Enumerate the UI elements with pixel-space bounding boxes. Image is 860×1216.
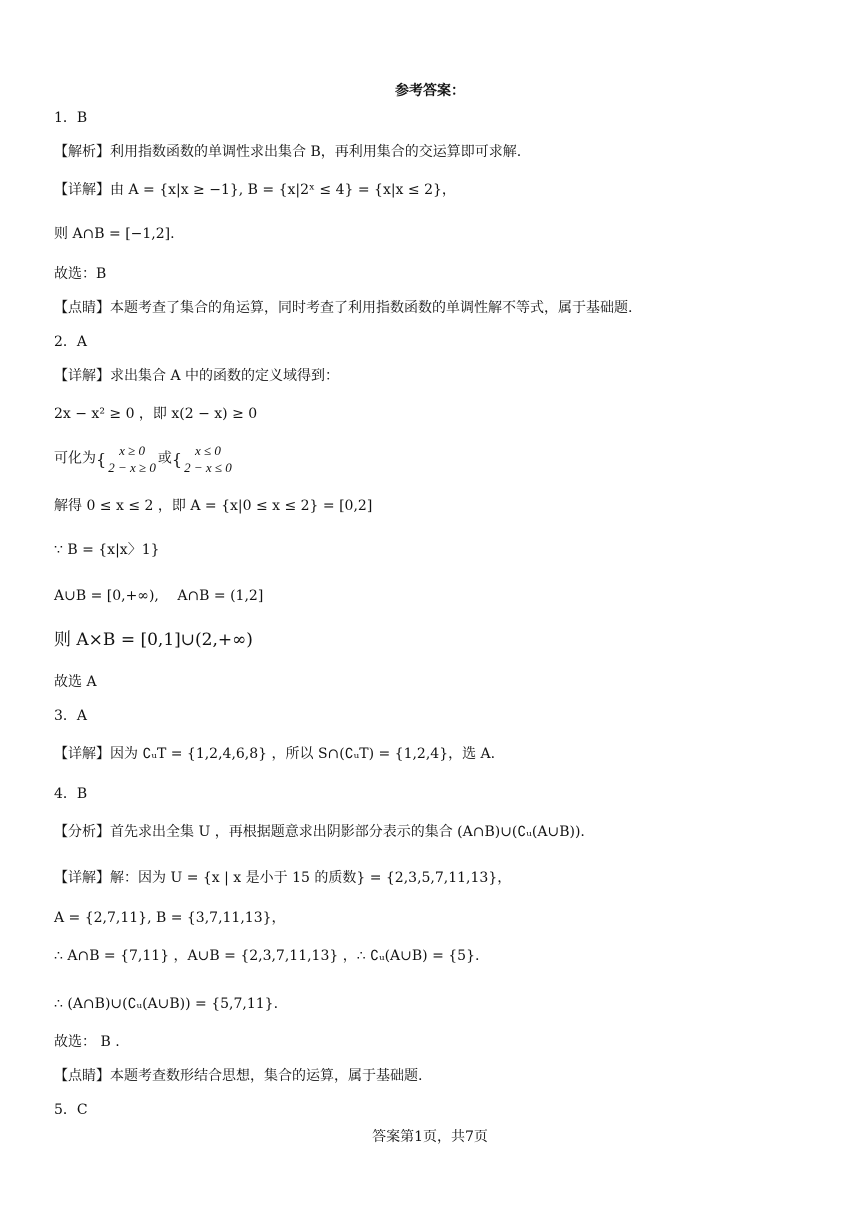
answer-number-2: 2．A bbox=[54, 334, 88, 350]
system-or: 或 bbox=[157, 450, 172, 467]
system-right bbox=[184, 442, 232, 476]
sets-line: A = {2,7,11}, B = {3,7,11,13}， bbox=[54, 910, 286, 926]
page-title: 参考答案： bbox=[395, 83, 465, 99]
system-left bbox=[108, 442, 156, 476]
math-line: 2x − x² ≥ 0 ，即 x(2 − x) ≥ 0 bbox=[54, 406, 258, 422]
detail-line: 【详解】求出集合 A 中的函数的定义域得到： bbox=[54, 368, 340, 384]
solve-line: 解得 0 ≤ x ≤ 2 ，即 A = {x|0 ≤ x ≤ 2} = [0,2] bbox=[54, 498, 373, 514]
product-line: 则 A×B = [0,1]∪(2,+∞) bbox=[54, 630, 253, 650]
intersection-line: ∴ A∩B = {7,11} ，A∪B = {2,3,7,11,13} ，∴ ∁ᵤ(A∪B) = {5}. bbox=[54, 948, 480, 964]
result-line: ∴ (A∩B)∪(∁ᵤ(A∪B)) = {5,7,11}. bbox=[54, 996, 279, 1012]
detail-line: 【详解】因为 ∁ᵤT = {1,2,4,6,8} ，所以 S∩(∁ᵤT) = {1,2,4}，选 A. bbox=[54, 746, 496, 762]
system-left-top: x ≥ 0 bbox=[119, 443, 145, 458]
analysis-line: 【分析】首先求出全集 U ，再根据题意求出阴影部分表示的集合 (A∩B)∪(∁ᵤ(A∪B)). bbox=[54, 824, 585, 840]
system-prefix: 可化为 bbox=[54, 450, 96, 467]
answer-number-1: 1．B bbox=[54, 110, 88, 126]
system-left-bottom: 2 − x ≥ 0 bbox=[108, 460, 156, 475]
brace-icon: { bbox=[96, 449, 107, 469]
union-line: A∪B = [0,+∞), A∩B = (1,2] bbox=[54, 588, 264, 604]
page-footer: 答案第1页，共7页 bbox=[372, 1129, 488, 1145]
system-right-top: x ≤ 0 bbox=[194, 443, 221, 458]
analysis-line: 【解析】利用指数函数的单调性求出集合 B，再利用集合的交运算即可求解. bbox=[54, 144, 522, 160]
system-right-bottom: 2 − x ≤ 0 bbox=[184, 460, 232, 475]
answer-number-3: 3．A bbox=[54, 708, 88, 724]
choice-line: 故选： B . bbox=[54, 1034, 120, 1050]
detail-line: 【详解】由 A = {x|x ≥ −1}, B = {x|2ˣ ≤ 4} = {x|x ≤ 2}， bbox=[54, 182, 456, 198]
comment-line: 【点睛】本题考查了集合的角运算，同时考查了利用指数函数的单调性解不等式，属于基础题. bbox=[54, 300, 633, 316]
result-line: 则 A∩B = [−1,2]. bbox=[54, 226, 175, 242]
comment-line: 【点睛】本题考查数形结合思想，集合的运算，属于基础题. bbox=[54, 1068, 423, 1084]
brace-icon: { bbox=[171, 449, 183, 469]
set-b-line: ∵ B = {x|x〉1} bbox=[54, 542, 160, 558]
system-line bbox=[54, 442, 234, 476]
choice-line: 故选 A bbox=[54, 674, 97, 690]
answer-number-5: 5．C bbox=[54, 1102, 88, 1118]
detail-line: 【详解】解：因为 U = {x | x 是小于 15 的质数} = {2,3,5,7,11,13}， bbox=[54, 870, 512, 886]
choice-line: 故选：B bbox=[54, 266, 107, 282]
answer-number-4: 4．B bbox=[54, 786, 88, 802]
